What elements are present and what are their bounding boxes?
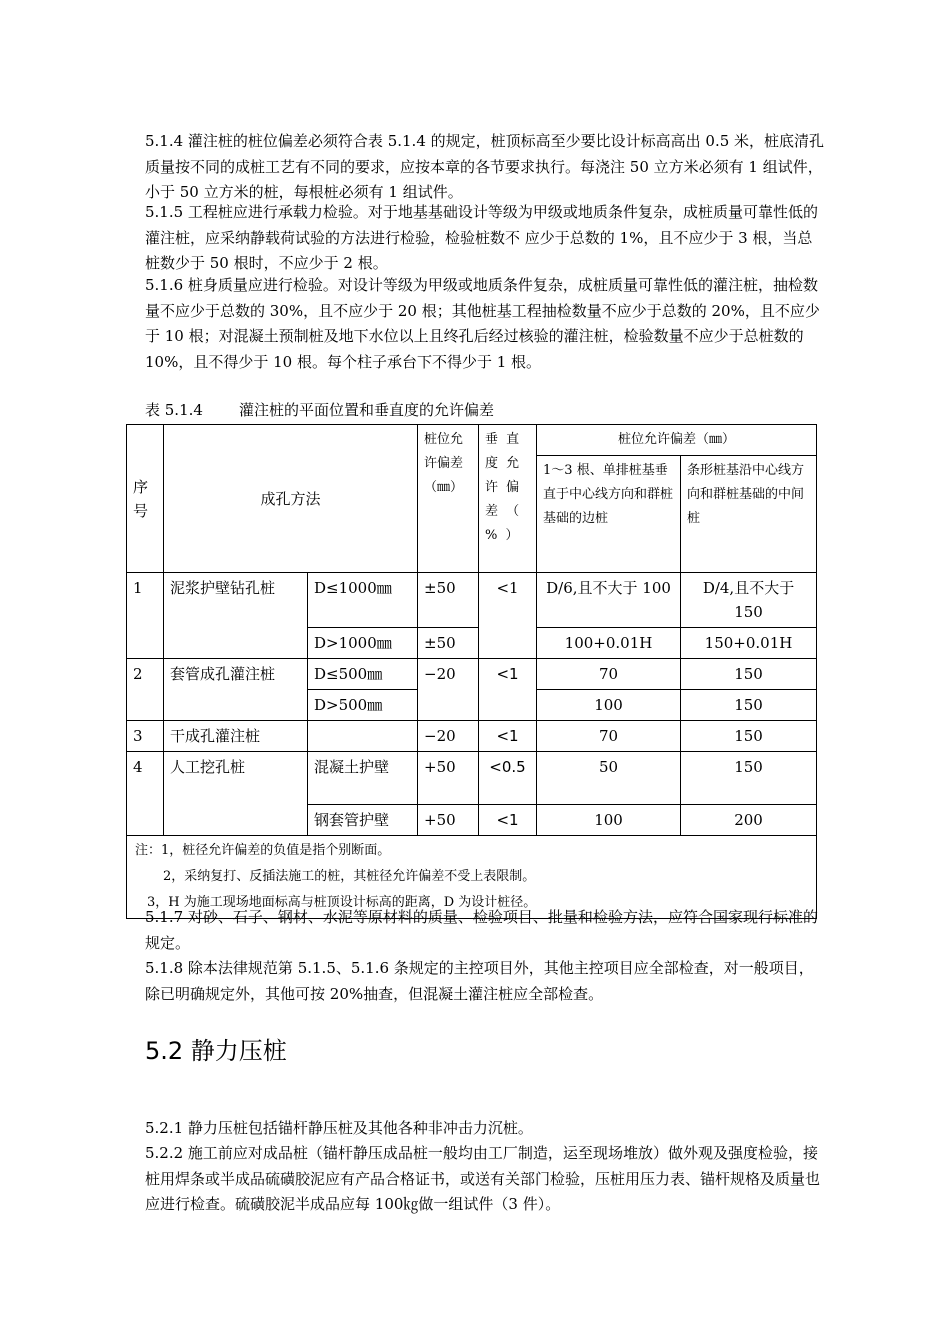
table-caption-number: 表 5.1.4 bbox=[145, 401, 203, 419]
header-diameter-tolerance: 桩位允许偏差（㎜） bbox=[418, 425, 479, 573]
row3-b: 150 bbox=[681, 721, 817, 752]
row4-sub2: 钢套管护壁 bbox=[308, 805, 418, 836]
row3-method: 干成孔灌注桩 bbox=[164, 721, 308, 752]
row2-dia: −20 bbox=[418, 659, 479, 721]
table-note-1: 注：1，桩径允许偏差的负值是指个别断面。 bbox=[135, 843, 391, 858]
table-caption bbox=[145, 401, 494, 419]
row3-vert: <1 bbox=[479, 721, 537, 752]
row1-a1: D/6,且不大于 100 bbox=[537, 573, 681, 628]
row2-vert: <1 bbox=[479, 659, 537, 721]
row4-dia1: +50 bbox=[418, 752, 479, 805]
section-heading: 5.2 静力压桩 bbox=[145, 1037, 287, 1065]
table-row bbox=[127, 721, 817, 752]
row2-b1: 150 bbox=[681, 659, 817, 690]
row1-dia1: ±50 bbox=[418, 573, 479, 628]
row2-seq: 2 bbox=[127, 659, 164, 721]
header-method: 成孔方法 bbox=[164, 425, 418, 573]
header-position-tolerance-middle: 条形桩基沿中心线方向和群桩基础的中间桩 bbox=[681, 456, 817, 573]
row4-method: 人工挖孔桩 bbox=[164, 752, 308, 836]
row2-method: 套管成孔灌注桩 bbox=[164, 659, 308, 721]
paragraph-5-2-2: 5.2.2 施工前应对成品桩（锚杆静压成品桩一般均由工厂制造，运至现场堆放）做外观及强度检验，接桩用焊条或半成品硫磺胶泥应有产品合格证书，或送有关部门检验，压桩用压力表、锚杆规格及质量也应进行检查。硫磺胶泥半成品应每 100㎏做一组试件（3 件）。 bbox=[145, 1144, 821, 1213]
header-seq: 序号 bbox=[127, 425, 164, 573]
header-position-tolerance: 桩位允许偏差（㎜） bbox=[537, 425, 817, 456]
row1-b2: 150+0.01H bbox=[681, 628, 817, 659]
row1-vert: <1 bbox=[479, 573, 537, 659]
row2-sub2: D>500㎜ bbox=[308, 690, 418, 721]
row1-sub1: D≤1000㎜ bbox=[308, 573, 418, 628]
row2-a1: 70 bbox=[537, 659, 681, 690]
row4-sub1: 混凝土护壁 bbox=[308, 752, 418, 805]
row3-seq: 3 bbox=[127, 721, 164, 752]
paragraph-5-1-4: 5.1.4 灌注桩的桩位偏差必须符合表 5.1.4 的规定，桩顶标高至少要比设计标高高出 0.5 米，桩底清孔质量按不同的成桩工艺有不同的要求，应按本章的各节要求执行。每浇注 50 立方米必须有 1 组试件，小于 50 立方米的桩，每根桩必须有 1 组试件。 bbox=[145, 132, 825, 201]
table-row bbox=[127, 659, 817, 690]
row4-dia2: +50 bbox=[418, 805, 479, 836]
row3-dia: −20 bbox=[418, 721, 479, 752]
table-row bbox=[127, 573, 817, 628]
row3-a: 70 bbox=[537, 721, 681, 752]
paragraph-5-2-1: 5.2.1 静力压桩包括锚杆静压桩及其他各种非冲击力沉桩。 bbox=[145, 1119, 533, 1137]
row1-seq: 1 bbox=[127, 573, 164, 659]
row2-b2: 150 bbox=[681, 690, 817, 721]
row2-sub1: D≤500㎜ bbox=[308, 659, 418, 690]
row4-a2: 100 bbox=[537, 805, 681, 836]
row3-sub-empty bbox=[308, 721, 418, 752]
paragraph-5-1-8: 5.1.8 除本法律规范第 5.1.5、5.1.6 条规定的主控项目外，其他主控项目应全部检查，对一般项目，除已明确规定外，其他可按 20%抽查，但混凝土灌注桩应全部检查。 bbox=[145, 959, 814, 1003]
header-vertical-tolerance: 垂 直 度 允 许 偏 差 （ % ） bbox=[479, 425, 537, 573]
row1-b1: D/4,且不大于 150 bbox=[681, 573, 817, 628]
header-position-tolerance-edge: 1～3 根、单排桩基垂直于中心线方向和群桩基础的边桩 bbox=[537, 456, 681, 573]
row4-vert1: <0.5 bbox=[479, 752, 537, 805]
row4-vert2: <1 bbox=[479, 805, 537, 836]
table-note-2: 2，采纳复打、反插法施工的桩，其桩径允许偏差不受上表限制。 bbox=[163, 869, 536, 884]
row2-a2: 100 bbox=[537, 690, 681, 721]
tolerance-table bbox=[126, 424, 817, 919]
row1-a2: 100+0.01H bbox=[537, 628, 681, 659]
paragraph-5-1-7: 5.1.7 对砂、石子、钢材、水泥等原材料的质量、检验项目、批量和检验方法，应符合国家现行标准的规定。 bbox=[145, 908, 818, 952]
row4-b1: 150 bbox=[681, 752, 817, 805]
table-caption-title: 灌注桩的平面位置和垂直度的允许偏差 bbox=[238, 401, 494, 419]
row1-dia2: ±50 bbox=[418, 628, 479, 659]
paragraph-5-1-6: 5.1.6 桩身质量应进行检验。对设计等级为甲级或地质条件复杂，成桩质量可靠性低的灌注桩，抽检数量不应少于总数的 30%，且不应少于 20 根；其他桩基工程抽检数量不应少于总数的 20%，且不应少于 10 根；对混凝土预制桩及地下水位以上且终孔后经过核验的灌注桩，检验数量不应少于总桩数的 10%，且不得少于 10 根。每个柱子承台下不得少于 1 根。 bbox=[145, 276, 820, 371]
row4-seq: 4 bbox=[127, 752, 164, 836]
row1-sub2: D>1000㎜ bbox=[308, 628, 418, 659]
table-note-3: 3，H 为施工现场地面标高与桩顶设计标高的距离，D 为设计桩径。 bbox=[147, 895, 537, 910]
table-row bbox=[127, 752, 817, 805]
paragraph-5-1-5: 5.1.5 工程桩应进行承载力检验。对于地基基础设计等级为甲级或地质条件复杂，成桩质量可靠性低的灌注桩，应采纳静载荷试验的方法进行检验，检验桩数不 应少于总数的 1%，且不应少于 3 根，当总桩数少于 50 根时，不应少于 2 根。 bbox=[145, 203, 818, 272]
row1-method: 泥浆护壁钻孔桩 bbox=[164, 573, 308, 659]
row4-a1: 50 bbox=[537, 752, 681, 805]
row4-b2: 200 bbox=[681, 805, 817, 836]
